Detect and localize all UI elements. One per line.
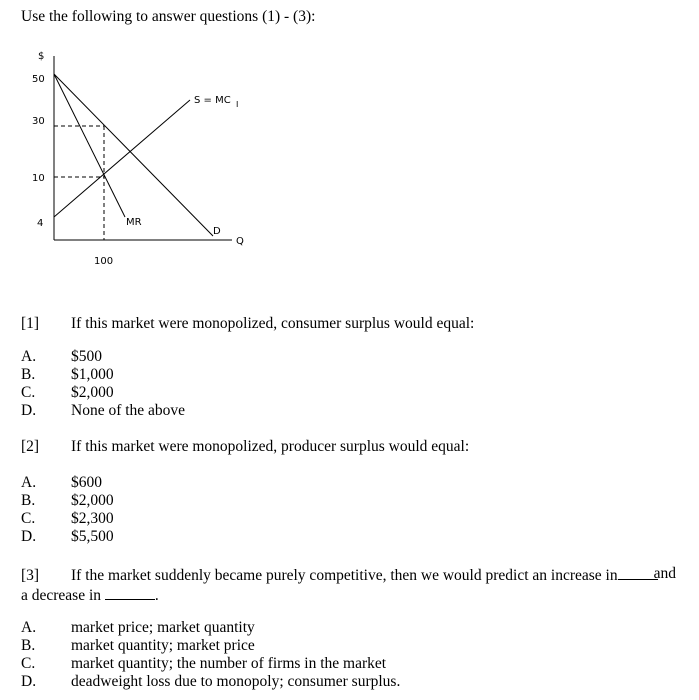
question-3-text-end: . <box>154 587 159 604</box>
intro-text: Use the following to answer questions (1) - (3): <box>21 8 316 25</box>
option-3b: B. market quantity; market price <box>21 637 255 654</box>
option-1d: D. None of the above <box>21 402 186 419</box>
option-1a: A. $500 <box>21 348 102 365</box>
supply-curve-label: S = MC <box>194 95 231 106</box>
option-1c: C. $2,000 <box>21 384 114 401</box>
supply-demand-graph <box>0 40 260 280</box>
option-3c: C. market quantity; the number of firms in the market <box>21 655 387 672</box>
x-tick-100: 100 <box>94 256 114 267</box>
question-3-text-part1: If the market suddenly became purely competitive, then we would predict an increase in <box>71 567 618 584</box>
question-2-number: [2] <box>21 438 40 455</box>
question-3-text-part3: a decrease in <box>21 587 102 604</box>
marginal-revenue-label: MR <box>126 217 142 228</box>
supply-curve-subscript: I <box>236 100 239 109</box>
question-1-number: [1] <box>21 315 40 332</box>
question-2 <box>21 438 469 456</box>
x-axis-label: Q <box>236 236 244 247</box>
option-2b: B. $2,000 <box>21 492 114 509</box>
option-2a: A. $600 <box>21 474 102 491</box>
y-tick-30: 30 <box>32 116 45 127</box>
option-2c: C. $2,300 <box>21 510 114 527</box>
option-3d: D. deadweight loss due to monopoly; consumer surplus. <box>21 673 401 690</box>
option-2d: D. $5,500 <box>21 528 114 545</box>
question-3-options <box>21 619 400 691</box>
answer-blank-1 <box>618 565 658 580</box>
demand-curve-label: D <box>213 226 221 237</box>
y-axis-label: $ <box>38 51 45 62</box>
y-tick-4: 4 <box>37 218 44 229</box>
supply-curve <box>54 100 190 217</box>
marginal-revenue-curve <box>54 74 125 217</box>
question-3-text-part2: and <box>653 565 676 582</box>
question-1 <box>21 315 474 333</box>
question-2-text: If this market were monopolized, producer surplus would equal: <box>71 438 470 455</box>
option-3a: A. market price; market quantity <box>21 619 255 636</box>
question-1-options <box>21 348 185 420</box>
question-3-number: [3] <box>21 567 40 584</box>
question-3 <box>21 565 676 605</box>
option-1b: B. $1,000 <box>21 366 114 383</box>
answer-blank-2 <box>105 585 155 600</box>
question-2-options <box>21 474 114 546</box>
question-1-text: If this market were monopolized, consumer surplus would equal: <box>71 315 475 332</box>
demand-curve <box>54 74 213 236</box>
y-tick-10: 10 <box>32 173 45 184</box>
y-tick-50: 50 <box>32 74 45 85</box>
